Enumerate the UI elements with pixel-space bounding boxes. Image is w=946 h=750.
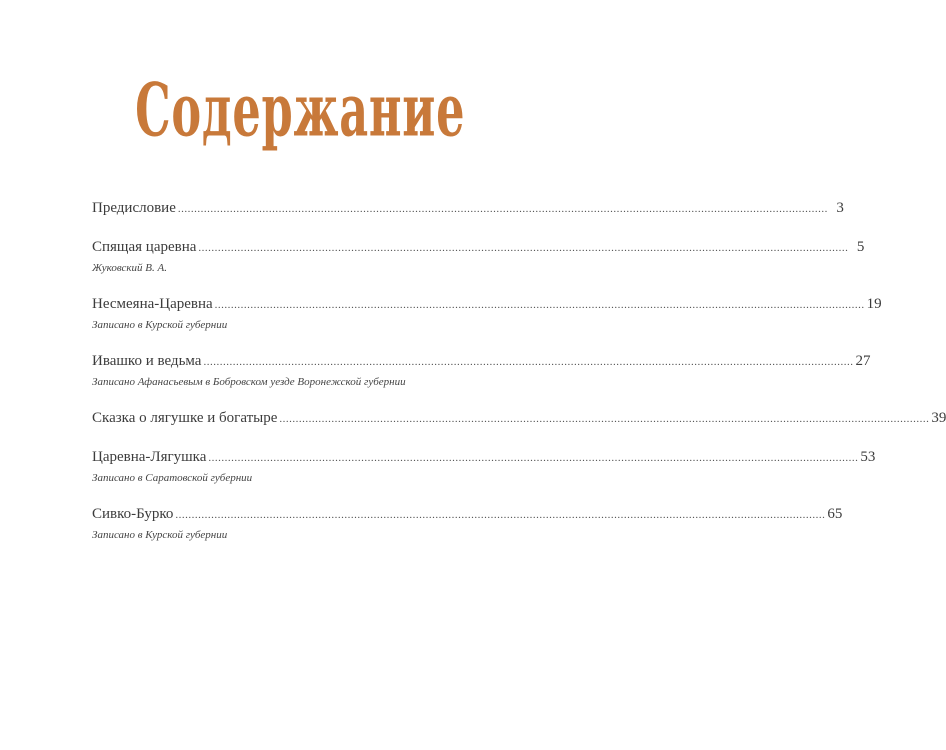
toc-entry-title: Сивко-Бурко [92,506,174,522]
toc-entry-page: 3 [836,200,844,216]
page-title [0,66,600,154]
toc-entry-page: 65 [827,506,843,522]
table-of-contents [92,199,946,562]
toc-entry-row[interactable] [92,505,843,524]
toc-entry-source: Записано в Саратовской губернии [92,472,253,484]
toc-entry-page: 27 [855,353,871,369]
toc-entry-row[interactable] [92,199,844,218]
dot-leader: ........................................................................................................................................................................................................ [175,509,826,521]
toc-entry[interactable] [92,238,865,275]
toc-entry-source: Записано в Курской губернии [92,319,228,331]
toc-entry-source: Жуковский В. А. [92,262,167,274]
dot-leader: ........................................................................................................................................................................................................ [208,452,859,464]
page-title-text: Содержание [134,66,466,154]
toc-entry-page: 53 [860,449,876,465]
toc-entry[interactable] [92,505,843,542]
toc-entry-title: Спящая царевна [92,239,197,255]
toc-entry-title: Царевна-Лягушка [92,449,207,465]
toc-entry[interactable] [92,352,871,389]
toc-entry-title: Сказка о лягушке и богатыре [92,410,278,426]
toc-entry-source: Записано Афанасьевым в Бобровском уезде Воронежской губернии [92,376,406,388]
toc-entry-title: Предисловие [92,200,176,216]
dot-leader: ........................................................................................................................................................................................................ [177,203,828,215]
dot-leader: ........................................................................................................................................................................................................ [198,242,849,254]
toc-entry-title: Несмеяна-Царевна [92,296,213,312]
toc-entry-row[interactable] [92,448,876,467]
toc-entry-page: 5 [856,239,865,255]
toc-entry-row[interactable] [92,238,865,257]
toc-entry[interactable] [92,448,876,485]
dot-leader: ........................................................................................................................................................................................................ [203,356,854,368]
toc-entry-row[interactable] [92,409,946,428]
toc-entry-title: Ивашко и ведьма [92,353,202,369]
toc-entry-row[interactable] [92,295,882,314]
toc-entry-source: Записано в Курской губернии [92,529,228,541]
dot-leader: ........................................................................................................................................................................................................ [214,299,865,311]
dot-leader: ........................................................................................................................................................................................................ [279,413,930,425]
toc-entry[interactable] [92,409,946,428]
toc-entry-page: 39 [931,410,946,426]
toc-entry[interactable] [92,295,882,332]
toc-entry-row[interactable] [92,352,871,371]
toc-entry-page: 19 [866,296,882,312]
toc-entry[interactable] [92,199,844,218]
